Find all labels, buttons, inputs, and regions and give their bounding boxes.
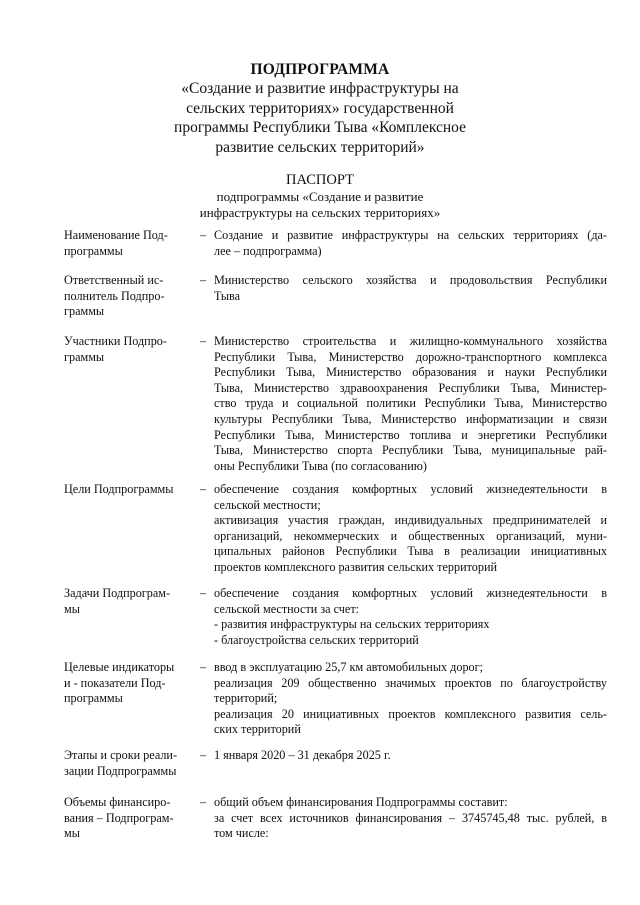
row-value-line: Министерство строительства и жилищно-коммунального хозяйства	[214, 334, 607, 348]
row-value	[214, 748, 607, 764]
row-value-line: Тыва, Министерство здравоохранения Республики Тыва, Министер-	[214, 380, 607, 395]
row-label	[64, 228, 194, 259]
row-label	[64, 273, 194, 320]
row-label-line: Задачи Подпрограм-	[64, 586, 171, 600]
row-value-line: Министерство сельского хозяйства и продовольствия Республики	[214, 273, 607, 287]
row-value-line: 1 января 2020 – 31 декабря 2025 г.	[214, 748, 391, 762]
row-value-line: общий объем финансирования Подпрограммы составит:	[214, 795, 508, 809]
row-value	[214, 482, 607, 576]
row-value-line: сельской местности за счет:	[214, 601, 360, 616]
row-label-line: мы	[64, 601, 80, 616]
row-value-line: Республики Тыва, Министерство топлива и энергетики Республики	[214, 427, 607, 442]
row-dash: –	[200, 660, 207, 674]
row-value	[214, 273, 607, 304]
row-label	[64, 586, 194, 617]
row-value-line: проектов комплексного развития сельских территорий	[214, 559, 497, 574]
row-value	[214, 228, 607, 259]
row-value	[214, 334, 607, 474]
row-label-line: зации Подпрограммы	[64, 763, 177, 778]
row-value-line: организаций, некоммерческих и общественных организаций, муни-	[214, 528, 607, 543]
row-dash: –	[200, 586, 207, 600]
row-label-line: Цели Подпрограммы	[64, 482, 174, 496]
document-subtitle-line: программы Республики Тыва «Комплексное	[174, 119, 466, 136]
row-value-line: ских территорий	[214, 722, 301, 737]
row-value-line: реализация 20 инициативных проектов комплексного развития сель-	[214, 706, 607, 721]
row-label-line: вания – Подпрограм-	[64, 810, 174, 825]
row-label-line: Целевые индикаторы	[64, 660, 175, 674]
row-label	[64, 748, 194, 779]
row-dash: –	[200, 273, 207, 287]
row-label	[64, 660, 194, 707]
document-subtitle-line: развитие сельских территорий»	[215, 138, 425, 156]
row-label-line: полнитель Подпро-	[64, 288, 165, 303]
row-label-line: Ответственный ис-	[64, 273, 164, 287]
passport-header	[0, 171, 640, 221]
row-value-line: - развития инфраструктуры на сельских территориях	[214, 617, 490, 632]
row-value-line: ципальных районов Республики Тыва в реализации инициативных	[214, 544, 607, 559]
row-label-line: Объемы финансиро-	[64, 795, 171, 809]
passport-subtitle-line: инфраструктуры на сельских территориях»	[199, 205, 441, 220]
row-label-line: граммы	[64, 349, 105, 364]
passport-title: ПАСПОРТ	[286, 172, 354, 188]
row-label-line: программы	[64, 243, 123, 258]
row-value-line: реализация 209 общественно значимых проектов по благоустройству	[214, 675, 607, 690]
row-value-line: территорий;	[214, 691, 278, 706]
document-subtitle-line: «Создание и развитие инфраструктуры на	[181, 80, 459, 97]
row-value	[214, 660, 607, 738]
row-value-line: обеспечение создания комфортных условий жизнедеятельности в	[214, 586, 607, 600]
row-value-line: Республики Тыва, Министерство образования и науки Республики	[214, 365, 607, 380]
row-label-line: и - показатели Под-	[64, 675, 166, 690]
row-label-line: граммы	[64, 304, 105, 319]
row-value-line: оны Республики Тыва (по согласованию)	[214, 458, 427, 473]
document-header	[0, 60, 640, 157]
row-label	[64, 482, 194, 498]
row-value-line: за счет всех источников финансирования – 3745745,48 тыс. рублей, в	[214, 810, 607, 825]
row-value-line: обеспечение создания комфортных условий жизнедеятельности в	[214, 482, 607, 496]
row-value-line: том числе:	[214, 826, 269, 841]
row-dash: –	[200, 795, 207, 809]
document-subtitle-line: сельских территориях» государственной	[186, 99, 454, 117]
row-value-line: Республики Тыва, Министерство дорожно-транспортного комплекса	[214, 349, 607, 364]
row-value-line: Тыва	[214, 288, 241, 303]
row-value-line: - благоустройства сельских территорий	[214, 632, 419, 647]
row-value-line: Тыва, Министерство спорта Республики Тыва, муниципальные рай-	[214, 443, 607, 458]
row-value-line: сельской местности;	[214, 497, 321, 512]
row-value-line: активизация участия граждан, индивидуальных предпринимателей и	[214, 513, 607, 528]
row-label	[64, 334, 194, 365]
row-dash: –	[200, 482, 207, 496]
row-dash: –	[200, 334, 207, 348]
row-label-line: мы	[64, 826, 80, 841]
passport-subtitle-line: подпрограммы «Создание и развитие	[216, 189, 424, 204]
row-value	[214, 795, 607, 842]
row-value-line: культуры Республики Тыва, Министерство информатизации и связи	[214, 411, 607, 426]
row-label-line: программы	[64, 691, 123, 706]
row-label-line: Участники Подпро-	[64, 334, 167, 348]
row-label-line: Этапы и сроки реали-	[64, 748, 178, 762]
row-label-line: Наименование Под-	[64, 228, 168, 242]
row-value-line: ввод в эксплуатацию 25,7 км автомобильных дорог;	[214, 660, 484, 674]
row-value-line: лее – подпрограмма)	[214, 243, 322, 258]
row-value	[214, 586, 607, 648]
row-value-line: ство труда и социальной политики Республики Тыва, Министерство	[214, 396, 607, 411]
document-title: ПОДПРОГРАММА	[250, 61, 390, 78]
row-dash: –	[200, 228, 207, 242]
row-value-line: Создание и развитие инфраструктуры на сельских территориях (да-	[214, 228, 607, 242]
row-dash: –	[200, 748, 207, 762]
row-label	[64, 795, 194, 842]
